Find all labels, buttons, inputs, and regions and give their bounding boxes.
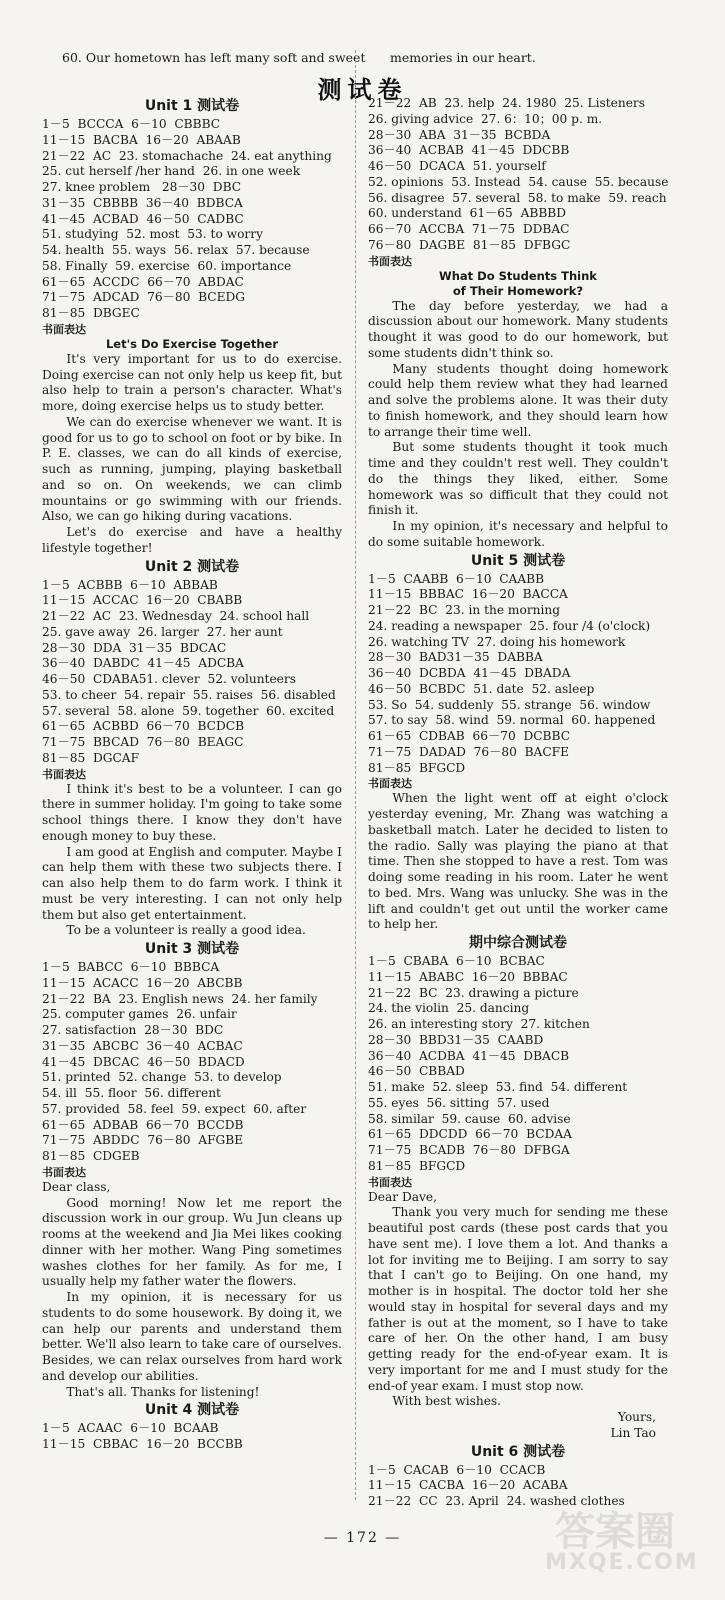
answer-line: 57. several 58. alone 59. together 60. excited <box>42 703 335 718</box>
unit4-title: Unit 4 测试卷 <box>144 1402 240 1419</box>
unit6-title: Unit 6 测试卷 <box>470 1443 566 1460</box>
essay-paragraph: It's very important for us to do exercise. Doing exercise can not only help us keep fit, but also help to train a person's character. What's more, doing exercise helps us to study better. <box>42 351 342 413</box>
unit1-answers <box>42 117 342 322</box>
essay-paragraph: To be a volunteer is really a good idea. <box>66 923 306 938</box>
page-title: 测试卷 <box>317 76 408 104</box>
answer-line: 11－15 CACBA 16－20 ACABA <box>368 1478 568 1493</box>
essay-paragraph: In my opinion, it is necessary for us students to do some housework. By doing it, we can help our parents and understand them better. We'll also learn to take care of ourselves. Besides, we can relax ourselves from hard work and develop our abilities. <box>42 1290 342 1383</box>
answer-line: 21－22 CC 23. April 24. washed clothes <box>368 1494 625 1508</box>
top-right-line: memories in our heart. <box>390 50 536 65</box>
writing-label: 书面表达 <box>368 777 412 791</box>
answer-line: 51. studying 52. most 53. to worry <box>42 227 263 242</box>
answer-line: 53. to cheer 54. repair 55. raises 56. disabled <box>42 687 336 702</box>
right-column <box>368 96 668 1510</box>
midterm-title: 期中综合测试卷 <box>469 935 567 951</box>
answer-line: 51. printed 52. change 53. to develop <box>42 1070 282 1085</box>
essay-title: of Their Homework? <box>452 283 584 298</box>
answer-line: 71－75 BBCAD 76－80 BEAGC <box>42 735 244 749</box>
unit3-answers <box>42 960 342 1165</box>
answer-line: 46－50 CDABA51. clever 52. volunteers <box>42 672 296 686</box>
answer-line: 76－80 DAGBE 81－85 DFBGC <box>368 237 571 252</box>
watermark <box>515 1500 715 1580</box>
answer-line: 11－15 ACCAC 16－20 CBABB <box>42 593 243 608</box>
unit2-title: Unit 2 测试卷 <box>144 558 240 575</box>
answer-line: 21－22 AC 23. Wednesday 24. school hall <box>42 609 310 623</box>
answer-line: 27. knee problem 28－30 DBC <box>42 180 242 194</box>
answer-line: 11－15 BBBAC 16－20 BACCA <box>368 587 568 602</box>
answer-line: 1－5 CAABB 6－10 CAABB <box>368 571 545 586</box>
answer-line: 71－75 BCADB 76－80 DFBGA <box>368 1143 570 1157</box>
answer-line: 61－65 CDBAB 66－70 DCBBC <box>368 729 571 743</box>
writing-label: 书面表达 <box>42 767 86 781</box>
letter-closing: Yours, <box>617 1410 656 1424</box>
answer-line: 11－15 ACACC 16－20 ABCBB <box>42 975 243 990</box>
answer-line: 46－50 BCBDC 51. date 52. asleep <box>368 681 595 696</box>
answer-line: 61－65 ACBBD 66－70 BCDCB <box>42 719 245 734</box>
midterm-answers <box>368 954 668 1175</box>
answer-line: 41－45 ACBAD 46－50 CADBC <box>42 211 244 226</box>
watermark-site: MXQE.COM <box>545 1550 699 1575</box>
answer-line: 51. make 52. sleep 53. find 54. different <box>368 1080 628 1094</box>
essay-paragraph: Let's do exercise and have a healthy lifestyle together! <box>42 525 342 555</box>
essay-paragraph: Many students thought doing homework could help them review what they had learned and solve the problems alone. It was their duty to finish homework, and they should learn how to arrange their time well. <box>368 361 668 439</box>
answer-line: 31－35 ABCBC 36－40 ACBAC <box>42 1038 243 1053</box>
unit4-answers <box>42 1421 342 1453</box>
answer-line: 1－5 BABCC 6－10 BBBCA <box>42 960 220 974</box>
answer-line: 61－65 DDCDD 66－70 BCDAA <box>368 1127 572 1142</box>
answer-line: 25. gave away 26. larger 27. her aunt <box>42 624 283 639</box>
answer-line: 1－5 BCCCA 6－10 CBBBC <box>42 117 221 131</box>
unit2-answers <box>42 578 342 767</box>
answer-line: 57. to say 58. wind 59. normal 60. happened <box>368 713 656 728</box>
essay-title: What Do Students Think <box>439 268 597 283</box>
writing-label: 书面表达 <box>42 322 86 336</box>
essay-paragraph: With best wishes. <box>392 1394 502 1409</box>
answer-line: 81－85 BFGCD <box>368 760 466 775</box>
answer-line: 25. cut herself /her hand 26. in one week <box>42 164 301 179</box>
essay-paragraph: But some students thought it took much time and they couldn't rest well. They couldn't do the things they liked, either. Some homework was so difficult that they could not finish it. <box>368 440 668 518</box>
writing-label: 书面表达 <box>368 254 412 268</box>
answer-line: 31－35 CBBBB 36－40 BDBCA <box>42 195 243 210</box>
answer-line: 36－40 ACBAB 41－45 DDCBB <box>368 143 570 158</box>
answer-line: 11－15 CBBAC 16－20 BCCBB <box>42 1437 243 1451</box>
answer-line: 28－30 BAD31－35 DABBA <box>368 650 543 665</box>
letter-greeting: Dear class, <box>42 1179 111 1194</box>
essay-paragraph: Good morning! Now let me report the discussion work in our group. Wu Jun cleans up rooms at the weekend and Jia Mei likes cooking dinner with her mother. Wang Ping sometimes washes clothes for her family. As for me, I usually help my father water the flowers. <box>42 1195 342 1289</box>
answer-line: 53. So 54. suddenly 55. strange 56. window <box>368 697 651 712</box>
answer-line: 26. an interesting story 27. kitchen <box>368 1017 590 1031</box>
answer-line: 27. satisfaction 28－30 BDC <box>42 1023 224 1037</box>
essay-paragraph: I am good at English and computer. Maybe I can help them with these two subjects there. I can also help them to do farm work. I think it must be very interesting. I can not only help them but also get entertainment. <box>42 844 342 922</box>
essay-title: Let's Do Exercise Together <box>105 336 278 351</box>
answer-line: 58. similar 59. cause 60. advise <box>368 1111 571 1126</box>
writing-label: 书面表达 <box>368 1175 412 1189</box>
essay-paragraph: Thank you very much for sending me these beautiful post cards (these post cards that you have sent me). I love them a lot. And thanks a lot for inviting me to Beijing. I am sorry to say that I can't go to Beijing. On one hand, my mother is in hospital. The doctor told her she would stay in hospital for several days and my father is out at the moment, so I have to take care of her. On the other hand, I am busy getting ready for the end-of-year exam. It is very important for me and I must study for the end-of year exam. I must stop now. <box>368 1205 668 1393</box>
answer-line: 11－15 BACBA 16－20 ABAAB <box>42 132 241 147</box>
answer-line: 26. watching TV 27. doing his homework <box>368 634 626 649</box>
answer-line: 36－40 DABDC 41－45 ADCBA <box>42 656 244 671</box>
writing-label: 书面表达 <box>42 1165 86 1179</box>
letter-signature: Lin Tao <box>610 1425 656 1440</box>
watermark-logo: 答案圈 <box>555 1509 675 1555</box>
answer-line: 26. giving advice 27. 6：10；00 p. m. <box>368 111 603 126</box>
answer-line: 28－30 ABA 31－35 BCBDA <box>368 127 551 142</box>
answer-line: 55. eyes 56. sitting 57. used <box>368 1095 550 1110</box>
answer-line: 81－85 DGCAF <box>42 750 140 765</box>
answer-line: 24. reading a newspaper 25. four /4 (o'clock) <box>368 618 651 633</box>
answer-line: 71－75 ADCAD 76－80 BCEDG <box>42 290 246 305</box>
answer-line: 56. disagree 57. several 58. to make 59. reach <box>368 190 667 205</box>
essay-paragraph: I think it's best to be a volunteer. I can go there in summer holiday. I'm going to take some school things there. I know they don't have enough money to buy these. <box>42 781 342 843</box>
answer-line: 60. understand 61－65 ABBBD <box>368 206 567 221</box>
essay-paragraph: That's all. Thanks for listening! <box>66 1384 260 1399</box>
answer-line: 1－5 CACAB 6－10 CCACB <box>368 1462 546 1477</box>
answer-line: 54. ill 55. floor 56. different <box>42 1086 221 1100</box>
answer-line: 61－65 ACCDC 66－70 ABDAC <box>42 274 244 289</box>
answer-line: 57. provided 58. feel 59. expect 60. after <box>42 1101 307 1116</box>
unit4-answers-continued <box>368 96 668 254</box>
top-left-line: 60. Our hometown has left many soft and sweet <box>62 50 366 65</box>
answer-line: 21－22 BA 23. English news 24. her family <box>42 991 318 1006</box>
answer-line: 41－45 DBCAC 46－50 BDACD <box>42 1054 245 1069</box>
answer-line: 46－50 DCACA 51. yourself <box>368 159 546 173</box>
answer-line: 1－5 ACAAC 6－10 BCAAB <box>42 1421 219 1436</box>
answer-line: 58. Finally 59. exercise 60. importance <box>42 258 292 273</box>
answer-line: 66－70 ACCBA 71－75 DDBAC <box>368 222 570 236</box>
unit5-answers <box>368 572 668 777</box>
answer-line: 24. the violin 25. dancing <box>368 1001 530 1016</box>
answer-line: 21－22 BC 23. drawing a picture <box>368 985 579 1000</box>
unit1-title: Unit 1 测试卷 <box>144 98 240 114</box>
answer-line: 61－65 ADBAB 66－70 BCCDB <box>42 1117 244 1132</box>
answer-line: 21－22 BC 23. in the morning <box>368 603 561 617</box>
answer-line: 1－5 ACBBB 6－10 ABBAB <box>42 577 218 592</box>
answer-line: 71－75 DADAD 76－80 BACFE <box>368 744 570 759</box>
answer-line: 81－85 DBGEC <box>42 306 140 320</box>
answer-line: 21－22 AB 23. help 24. 1980 25. Listeners <box>368 96 645 110</box>
answer-line: 28－30 DDA 31－35 BDCAC <box>42 640 227 655</box>
answer-line: 28－30 BBD31－35 CAABD <box>368 1032 544 1047</box>
answer-line: 21－22 AC 23. stomachache 24. eat anything <box>42 148 332 163</box>
answer-line: 25. computer games 26. unfair <box>42 1007 237 1022</box>
essay-paragraph: When the light went off at eight o'clock yesterday evening, Mr. Zhang was watching a basketball match. Later he decided to listen to the radio. Sally was playing the piano at that time. Then she stopped to have a rest. Tom was doing some reading in his room. Later he went to bed. Mrs. Wang was unlucky. She was in the lift and couldn't get out until the worker came to help her. <box>368 791 668 932</box>
answer-line: 36－40 DCBDA 41－45 DBADA <box>368 666 571 680</box>
answer-line: 81－85 BFGCD <box>368 1158 466 1173</box>
essay-paragraph: In my opinion, it's necessary and helpful to do some suitable homework. <box>368 519 668 549</box>
unit3-title: Unit 3 测试卷 <box>144 941 240 957</box>
page-number: — 172 — <box>323 1530 402 1546</box>
answer-line: 81－85 CDGEB <box>42 1149 140 1163</box>
answer-line: 71－75 ABDDC 76－80 AFGBE <box>42 1133 244 1148</box>
answer-line: 1－5 CBABA 6－10 BCBAC <box>368 954 545 968</box>
essay-paragraph: We can do exercise whenever we want. It is good for us to go to school on foot or by bike. In P. E. classes, we can do all kinds of exercise, such as running, jumping, playing basketball and so on. On weekends, we can climb mountains or go swimming with our friends. Also, we can go hiking during vacations. <box>42 414 342 524</box>
essay-paragraph: The day before yesterday, we had a discussion about our homework. Many students thought it was good to do our homework, but some students didn't think so. <box>368 298 668 360</box>
unit5-title: Unit 5 测试卷 <box>470 552 566 569</box>
answer-line: 11－15 ABABC 16－20 BBBAC <box>368 969 568 984</box>
answer-line: 52. opinions 53. Instead 54. cause 55. because <box>368 174 669 189</box>
column-divider <box>355 50 356 1500</box>
letter-greeting: Dear Dave, <box>368 1189 437 1204</box>
answer-line: 54. health 55. ways 56. relax 57. because <box>42 243 310 257</box>
answer-line: 46－50 CBBAD <box>368 1064 465 1079</box>
answer-line: 36－40 ACDBA 41－45 DBACB <box>368 1048 570 1063</box>
left-column <box>42 96 342 1453</box>
